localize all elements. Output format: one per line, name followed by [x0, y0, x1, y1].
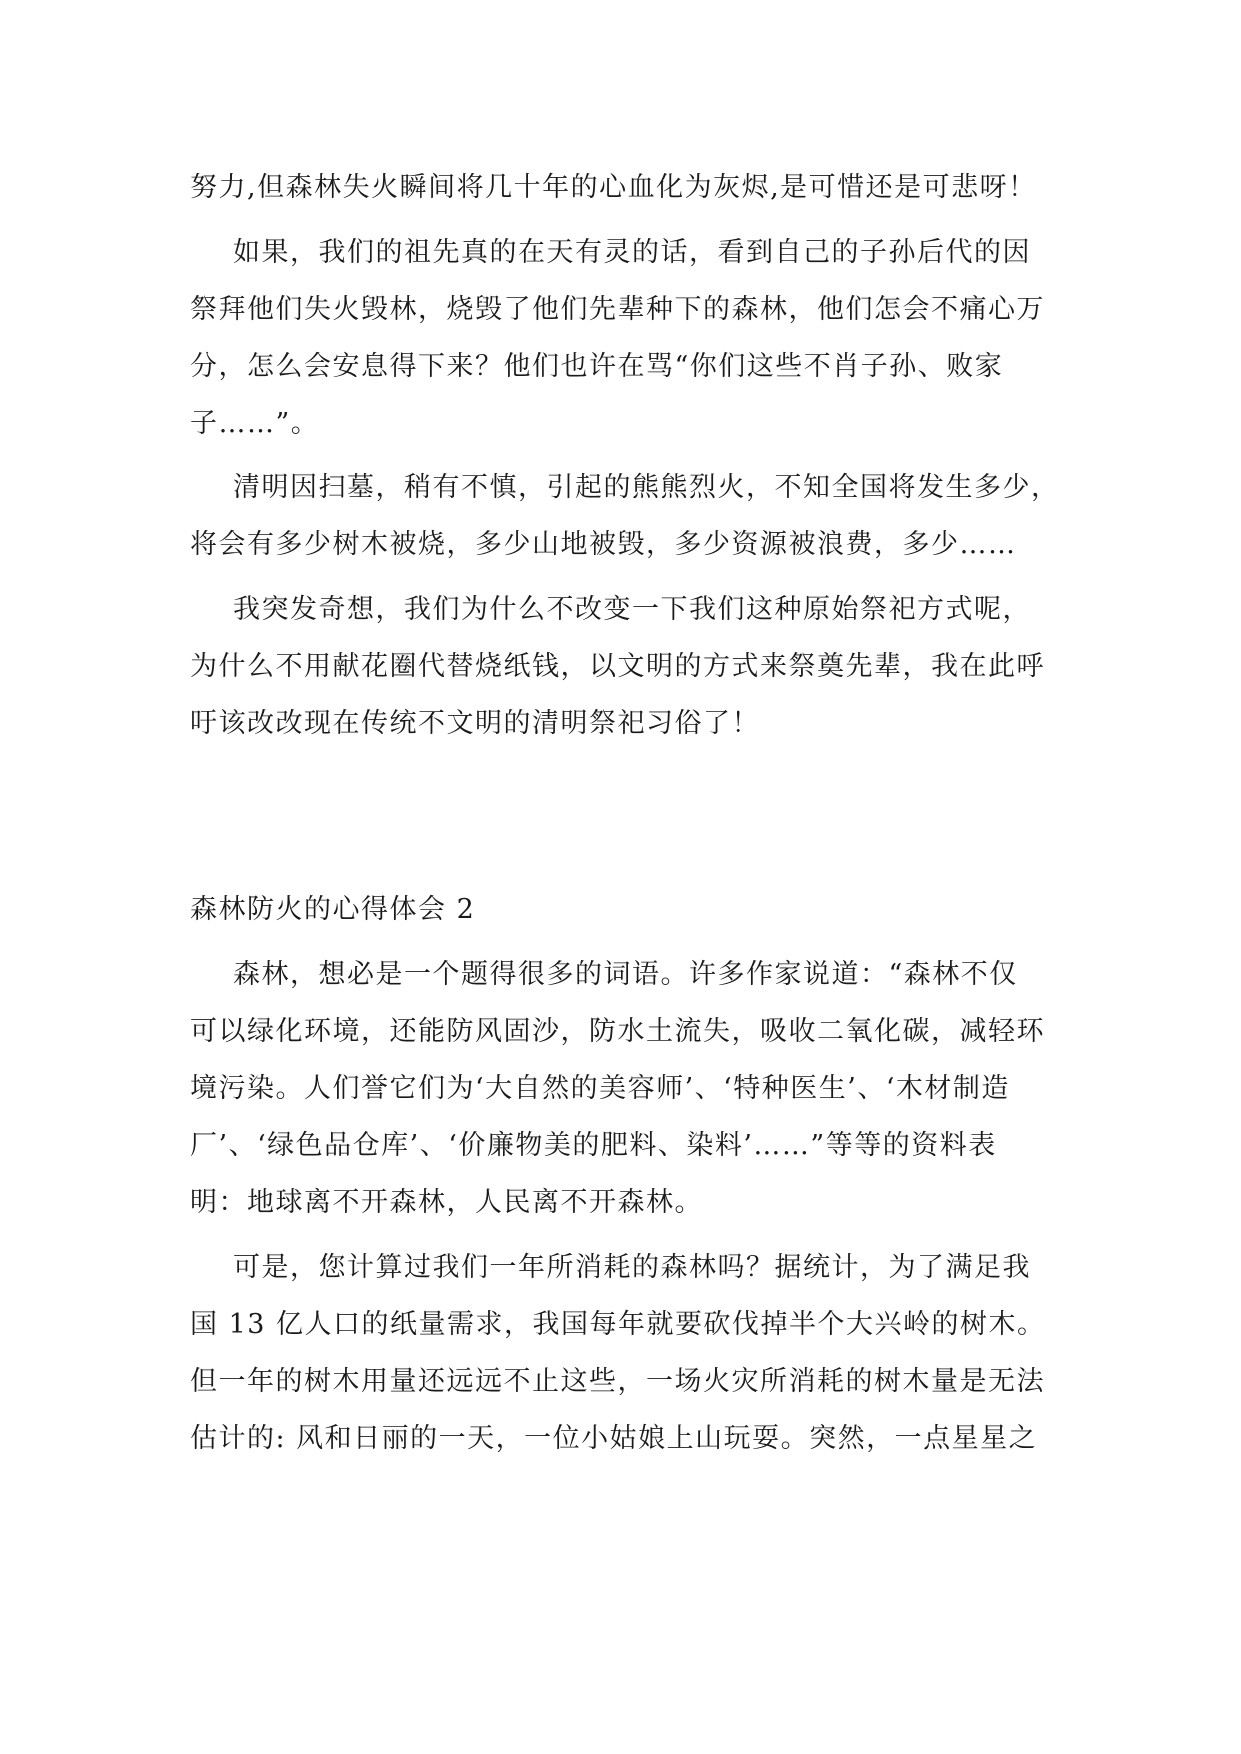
paragraph-line: 境污染。人们誉它们为‘大自然的美容师’、‘特种医生’、‘木材制造 — [190, 1073, 1010, 1104]
paragraph-line: 我突发奇想，我们为什么不改变一下我们这种原始祭祀方式呢， — [233, 594, 1031, 625]
paragraph-line: 清明因扫墓，稍有不慎，引起的熊熊烈火，不知全国将发生多少， — [233, 472, 1060, 503]
paragraph-line: 如果，我们的祖先真的在天有灵的话，看到自己的子孙后代的因 — [233, 237, 1031, 268]
paragraph-line: 吁该改改现在传统不文明的清明祭祀习俗了！ — [190, 708, 760, 739]
paragraph-line: 可以绿化环境，还能防风固沙，防水土流失，吸收二氧化碳，减轻环 — [190, 1016, 1045, 1047]
section-heading: 森林防火的心得体会 2 — [190, 894, 476, 925]
paragraph-line: 估计的: 风和日丽的一天，一位小姑娘上山玩耍。突然，一点星星之 — [190, 1423, 1038, 1454]
paragraph-line: 将会有多少树木被烧，多少山地被毁，多少资源被浪费，多少…… — [190, 529, 1017, 560]
paragraph-line: 可是，您计算过我们一年所消耗的森林吗？据统计，为了满足我 — [233, 1252, 1031, 1283]
paragraph-line: 森林，想必是一个题得很多的词语。许多作家说道：“森林不仅 — [233, 959, 1018, 990]
paragraph-line: 祭拜他们失火毁林，烧毁了他们先辈种下的森林，他们怎会不痛心万 — [190, 294, 1045, 325]
paragraph-line: 厂’、‘绿色品仓库’、‘价廉物美的肥料、染料’……”等等的资料表 — [190, 1130, 997, 1161]
paragraph-line: 子……”。 — [190, 408, 320, 439]
paragraph-line: 分，怎么会安息得下来？他们也许在骂“你们这些不肖子孙、败家 — [190, 351, 1004, 382]
paragraph-line: 为什么不用献花圈代替烧纸钱，以文明的方式来祭奠先辈，我在此呼 — [190, 651, 1045, 682]
paragraph-line: 国 13 亿人口的纸量需求，我国每年就要砍伐掉半个大兴岭的树木。 — [190, 1309, 1046, 1340]
paragraph-line: 努力,但森林失火瞬间将几十年的心血化为灰烬,是可惜还是可悲呀！ — [190, 172, 1037, 203]
paragraph-line: 但一年的树木用量还远远不止这些，一场火灾所消耗的树木量是无法 — [190, 1366, 1045, 1397]
paragraph-line: 明：地球离不开森林，人民离不开森林。 — [190, 1187, 703, 1218]
